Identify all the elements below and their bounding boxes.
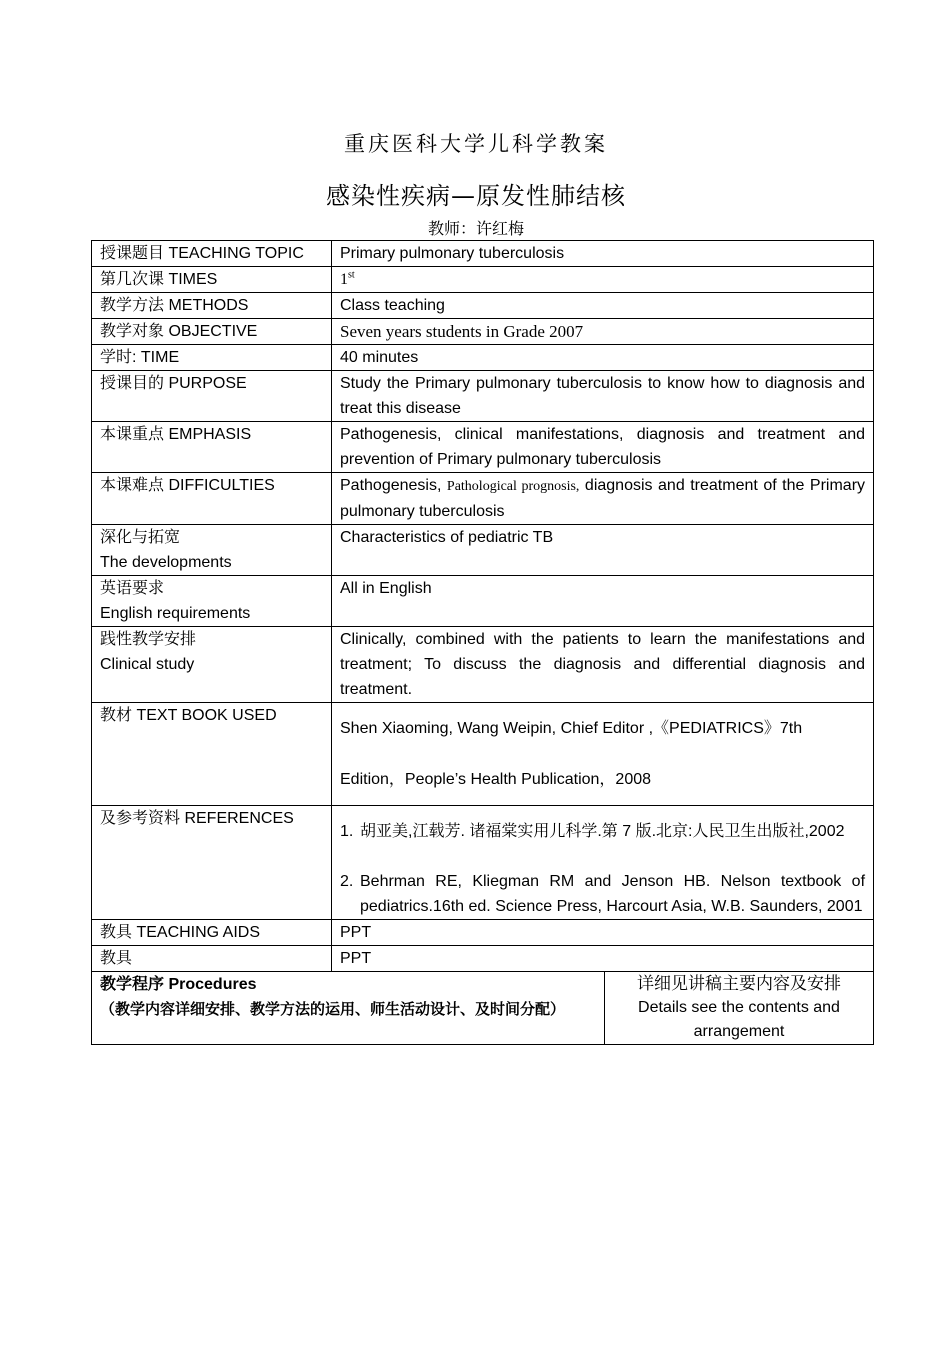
label-aids-2: 教具 [92,946,332,972]
value-textbook [332,703,874,806]
value-purpose: Study the Primary pulmonary tuberculosis to know how to diagnosis and treat this disease [332,371,874,422]
value-emphasis: Pathogenesis, clinical manifestations, diagnosis and treatment and prevention of Primary pulmonary tuberculosis [332,422,874,473]
row-procedures [92,972,874,1045]
lesson-title: 感染性疾病—原发性肺结核 [326,182,626,210]
reference-item [340,806,865,857]
row-methods [92,293,874,319]
row-aids [92,920,874,946]
reference-item [340,869,865,919]
procedures-subtitle: （教学内容详细安排、教学方法的运用、师生活动设计、及时间分配） [100,1001,566,1018]
label-topic: 授课题目 TEACHING TOPIC [92,241,332,267]
row-topic [92,241,874,267]
label-emphasis: 本课重点 EMPHASIS [92,422,332,473]
difficulties-part-3: diagnosis and treatment of the Primary pulmonary tuberculosis [340,477,866,520]
label-references: 及参考资料 REFERENCES [92,806,332,920]
label-clinical-cn: 践性教学安排 [100,631,197,648]
row-emphasis [92,422,874,473]
value-topic: Primary pulmonary tuberculosis [332,241,874,267]
label-clinical-en: Clinical study [100,656,195,673]
row-clinical [92,627,874,703]
row-aids-2 [92,946,874,972]
procedures-title: 教学程序 Procedures [100,976,257,993]
value-english: All in English [332,576,874,627]
difficulties-part-1: Pathogenesis, [340,477,447,494]
procedures-cell [92,972,605,1045]
textbook-line-2: Edition，People’s Health Publication，2008 [340,771,652,788]
value-times [332,267,874,293]
row-times [92,267,874,293]
value-time: 40 minutes [332,345,874,371]
value-aids: PPT [332,920,874,946]
procedures-details-cn: 详细见讲稿主要内容及安排 [637,974,841,993]
label-clinical [92,627,332,703]
times-suffix: st [348,269,355,281]
label-aids: 教具 TEACHING AIDS [92,920,332,946]
reference-number: 1. [340,823,354,840]
value-clinical: Clinically, combined with the patients to learn the manifestations and treatment; To discuss the diagnosis and differential diagnosis and treatment. [332,627,874,703]
label-english-en: English requirements [100,605,251,622]
times-number: 1 [340,271,348,288]
label-times: 第几次课 TIMES [92,267,332,293]
label-difficulties: 本课难点 DIFFICULTIES [92,473,332,525]
label-english-cn: 英语要求 [100,580,165,597]
value-developments: Characteristics of pediatric TB [332,525,874,576]
label-developments-cn: 深化与拓宽 [100,529,181,546]
value-references [332,806,874,920]
reference-number: 2. [340,873,354,890]
row-textbook [92,703,874,806]
label-objective: 教学对象 OBJECTIVE [92,319,332,345]
reference-text: Behrman RE, Kliegman RM and Jenson HB. Nelson textbook of pediatrics.16th ed. Science Press, Harcourt Asia, W.B. Saunders, 2001 [360,873,866,915]
row-time [92,345,874,371]
row-difficulties [92,473,874,525]
value-objective: Seven years students in Grade 2007 [332,319,874,345]
difficulties-part-2: Pathological prognosis, [446,479,580,494]
label-developments [92,525,332,576]
label-methods: 教学方法 METHODS [92,293,332,319]
row-english [92,576,874,627]
textbook-line-1: Shen Xiaoming, Wang Weipin, Chief Editor ,《PEDIATRICS》7th [340,720,803,737]
label-textbook: 教材 TEXT BOOK USED [92,703,332,806]
value-aids-2: PPT [332,946,874,972]
label-time: 学时: TIME [92,345,332,371]
procedures-details-en: Details see the contents and arrangement [638,999,840,1040]
university-heading: 重庆医科大学儿科学教案 [344,132,608,156]
value-methods: Class teaching [332,293,874,319]
lesson-plan-table [91,240,874,1045]
row-references [92,806,874,920]
row-purpose [92,371,874,422]
value-difficulties [332,473,874,525]
row-developments [92,525,874,576]
reference-text: 胡亚美,江载芳. 诸福棠实用儿科学.第 7 版.北京:人民卫生出版社,2002 [360,823,845,840]
teacher-line: 教师：许红梅 [427,219,524,238]
procedures-details-cell [605,972,874,1045]
row-objective [92,319,874,345]
label-purpose: 授课目的 PURPOSE [92,371,332,422]
label-developments-en: The developments [100,554,232,571]
label-english [92,576,332,627]
